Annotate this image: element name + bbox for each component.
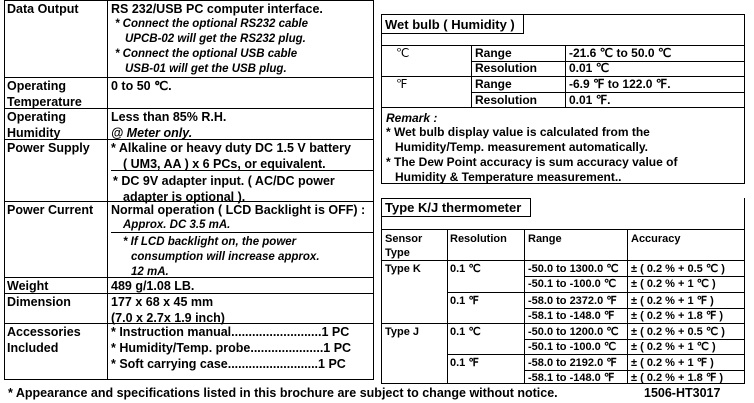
accuracy-cell: ± ( 0.2 % + 1.8 ℉ ) <box>631 372 724 384</box>
row-operating-temperature <box>5 77 374 108</box>
range-value: -21.6 ℃ to 50.0 ℃ <box>569 46 672 60</box>
wet-bulb-title: Wet bulb ( Humidity ) <box>382 15 524 34</box>
label-line: Accessories <box>7 325 81 339</box>
sensor-type-k: Type K <box>385 263 421 275</box>
wet-bulb-table <box>382 45 744 108</box>
value-data-output <box>111 1 373 77</box>
value-operating-temperature: 0 to 50 ℃. <box>111 79 172 93</box>
value-line: consumption will increase approx. <box>131 251 320 263</box>
unit-celsius: ℃ <box>396 46 410 60</box>
value-line: 177 x 68 x 45 mm <box>111 295 214 309</box>
specifications-table <box>4 0 374 380</box>
value-line: (7.0 x 2.7x 1.9 inch) <box>111 311 225 325</box>
value-line: Normal operation ( LCD Backlight is OFF) : <box>111 203 366 217</box>
accuracy-cell: ± ( 0.2 % + 1 ℉ ) <box>631 357 714 369</box>
value-power-supply <box>111 140 373 205</box>
range-label: Range <box>475 77 512 91</box>
range-cell: -58.1 to -148.0 ℉ <box>528 372 615 384</box>
remark-line: * Wet bulb display value is calculated from the <box>386 125 650 139</box>
value-power-current <box>111 202 373 280</box>
label-line: Operating <box>7 110 67 124</box>
row-dimension <box>5 293 374 323</box>
accuracy-cell: ± ( 0.2 % + 1 ℉ ) <box>631 295 714 307</box>
row-data-output <box>5 0 374 77</box>
header-range: Range <box>528 233 562 245</box>
value-accessories <box>111 324 373 372</box>
label-power-current: Power Current <box>7 203 94 217</box>
row-power-supply <box>5 139 374 204</box>
rs232-note: * Connect the optional RS232 cable <box>115 18 308 30</box>
header-type: Type <box>385 247 410 259</box>
header-accuracy: Accuracy <box>631 233 681 245</box>
rs232-note-cont: UPCB-02 will get the RS232 plug. <box>125 33 306 45</box>
value-operating-humidity <box>111 109 373 141</box>
usb-note: * Connect the optional USB cable <box>115 48 298 60</box>
label-operating-humidity <box>7 109 107 141</box>
label-data-output: Data Output <box>7 2 79 16</box>
value-line: Less than 85% R.H. <box>111 110 227 124</box>
thermometer-title: Type K/J thermometer <box>381 198 531 217</box>
footer-notice: * Appearance and specifications listed in this brochure are subject to change without notice. <box>8 386 558 400</box>
value-line: 12 mA. <box>131 266 169 278</box>
document-code: 1506-HT3017 <box>644 386 721 400</box>
range-cell: -50.1 to -100.0 ℃ <box>528 341 617 353</box>
remark-title: Remark : <box>386 111 438 125</box>
label-power-supply: Power Supply <box>7 141 90 155</box>
label-operating-temperature <box>7 78 107 110</box>
sensor-type-j: Type J <box>385 326 420 338</box>
resolution-label: Resolution <box>475 61 537 75</box>
accessory-item: * Soft carrying case..........................1 PC <box>111 357 346 371</box>
accuracy-cell: ± ( 0.2 % + 1 ℃ ) <box>631 278 716 290</box>
wet-bulb-section <box>381 14 745 184</box>
value-line: Approx. DC 3.5 mA. <box>123 219 231 231</box>
resolution-value: 0.01 ℃ <box>569 61 610 75</box>
accuracy-cell: ± ( 0.2 % + 1.8 ℉ ) <box>631 310 724 322</box>
range-label: Range <box>475 46 512 60</box>
resolution-cell: 0.1 ℉ <box>450 357 479 369</box>
range-cell: -58.1 to -148.0 ℉ <box>528 310 615 322</box>
value-line: * DC 9V adapter input. ( AC/DC power <box>113 174 335 188</box>
resolution-cell: 0.1 ℃ <box>450 263 481 275</box>
remark-line: Humidity/Temp. measurement automatically. <box>395 140 648 154</box>
value-line: adapter is optional ). <box>123 190 246 204</box>
usb-note-cont: USB-01 will get the USB plug. <box>125 63 287 75</box>
resolution-value: 0.01 ℉. <box>569 93 611 107</box>
range-cell: -50.0 to 1200.0 ℃ <box>528 326 619 338</box>
unit-fahrenheit: ℉ <box>396 77 408 91</box>
value-line: ( UM3, AA ) x 6 PCs, or equivalent. <box>123 157 326 171</box>
accessory-item: * Humidity/Temp. probe.....................1 PC <box>111 341 352 355</box>
thermometer-section <box>381 198 745 384</box>
value-weight: 489 g/1.08 LB. <box>111 279 195 293</box>
range-cell: -50.0 to 1300.0 ℃ <box>528 263 619 275</box>
remark-line: * The Dew Point accuracy is sum accuracy value of <box>386 155 678 169</box>
resolution-cell: 0.1 ℃ <box>450 326 481 338</box>
range-value: -6.9 ℉ to 122.0 ℉. <box>569 77 671 91</box>
label-accessories <box>7 324 107 356</box>
remark-line: Humidity & Temperature measurement.. <box>395 170 622 184</box>
thermometer-table <box>382 229 744 383</box>
header-resolution: Resolution <box>450 233 507 245</box>
label-line: Included <box>7 341 59 355</box>
label-line: Temperature <box>7 95 82 109</box>
row-accessories <box>5 323 374 380</box>
value-line: * Alkaline or heavy duty DC 1.5 V battery <box>111 141 351 155</box>
resolution-cell: 0.1 ℉ <box>450 295 479 307</box>
resolution-label: Resolution <box>475 93 537 107</box>
row-operating-humidity <box>5 108 374 139</box>
row-weight <box>5 277 374 293</box>
header-sensor: Sensor <box>385 233 423 245</box>
label-line: Humidity <box>7 126 61 140</box>
label-weight: Weight <box>7 279 49 293</box>
accessory-item: * Instruction manual..........................1 PC <box>111 325 350 339</box>
data-output-line: RS 232/USB PC computer interface. <box>111 2 323 16</box>
accuracy-cell: ± ( 0.2 % + 0.5 ℃ ) <box>631 326 725 338</box>
range-cell: -58.0 to 2192.0 ℉ <box>528 357 617 369</box>
label-dimension: Dimension <box>7 295 71 309</box>
range-cell: -50.1 to -100.0 ℃ <box>528 278 617 290</box>
value-dimension <box>111 294 373 326</box>
value-line: * If LCD backlight on, the power <box>123 236 297 248</box>
label-line: Operating <box>7 79 67 93</box>
range-cell: -58.0 to 2372.0 ℉ <box>528 295 617 307</box>
value-line: @ Meter only. <box>111 126 193 140</box>
accuracy-cell: ± ( 0.2 % + 0.5 ℃ ) <box>631 263 725 275</box>
row-power-current <box>5 201 374 277</box>
accuracy-cell: ± ( 0.2 % + 1 ℃ ) <box>631 341 716 353</box>
